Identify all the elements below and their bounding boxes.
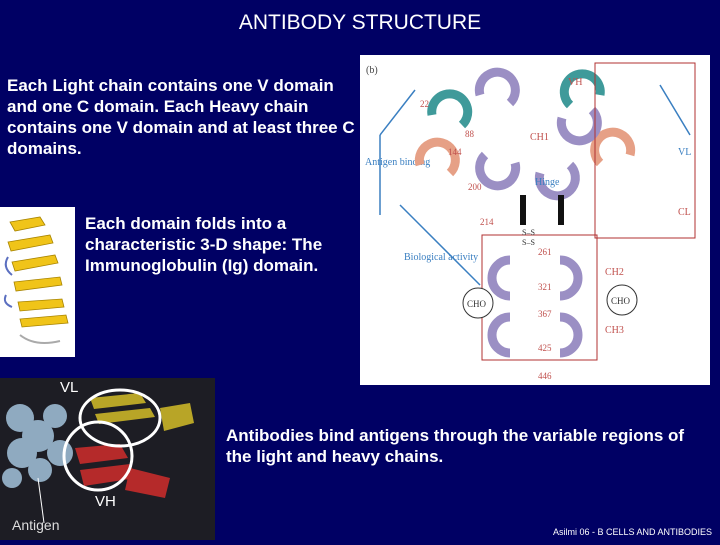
ch3-label: CH3 (605, 325, 624, 336)
vh-domain-left (479, 72, 515, 103)
ch2-right (560, 260, 578, 296)
ch1-label: CH1 (530, 132, 549, 143)
arrow-biological (400, 205, 480, 285)
vl-ribbon (90, 393, 194, 431)
ch2-label: CH2 (605, 267, 624, 278)
slide-footer: Asilmi 06 - B CELLS AND ANTIBODIES (552, 527, 712, 537)
ch1-domain-left (480, 155, 516, 186)
vh-label: VH (568, 77, 583, 88)
residue-367: 367 (538, 309, 552, 319)
cl-label: CL (678, 207, 691, 218)
hinge-right (558, 195, 564, 225)
residue-425: 425 (538, 343, 552, 353)
vl-label: VL (60, 379, 79, 396)
panel-label: (b) (366, 65, 378, 76)
antigen-sphere-6 (28, 458, 52, 482)
antigen-binding-label: Antigen binding (365, 157, 431, 168)
cho-left-label: CHO (467, 299, 487, 309)
strand-4 (14, 277, 62, 291)
ig-domain-ribbon-image (0, 207, 75, 357)
antibody-diagram-svg (360, 55, 710, 385)
vl-domain-left (432, 94, 468, 125)
cl-domain-right (595, 132, 631, 163)
loop-1 (6, 257, 12, 275)
slide-title: ANTIBODY STRUCTURE (238, 11, 482, 34)
arrow-right-up (660, 85, 690, 135)
hinge-left (520, 195, 526, 225)
residue-321: 321 (538, 282, 552, 292)
hinge-label: Hinge (535, 177, 560, 188)
antigen-sphere-7 (2, 468, 22, 488)
arrow-left-up (380, 90, 415, 135)
vh-label: VH (95, 493, 116, 510)
variable-regions-text: Antibodies bind antigens through the variable regions of the light and heavy chains. (226, 426, 685, 466)
ch3-left (492, 317, 510, 353)
disulfide-labels (522, 228, 535, 247)
residue-214: 214 (480, 217, 494, 227)
ig-domain-ribbon-svg (0, 207, 75, 357)
strand-5 (18, 299, 64, 311)
loop-2 (5, 295, 12, 307)
beta-strands (8, 217, 68, 327)
ch3-right (560, 317, 578, 353)
strand-2 (8, 235, 53, 251)
residue-446: 446 (538, 371, 552, 381)
loops (5, 257, 12, 307)
residue-144: 144 (448, 147, 462, 157)
ss-hinge-1: S–S (522, 228, 535, 237)
loop-grey (20, 335, 60, 343)
residue-200: 200 (468, 182, 482, 192)
chain-domains-text: Each Light chain contains one V domain and one C domain. Each Heavy chain contains one V domain and at least three C domains. (7, 76, 355, 158)
strand-1 (10, 217, 45, 231)
vh-domain-right (561, 110, 597, 141)
vl-label: VL (678, 147, 692, 158)
antibody-antigen-model-svg (0, 378, 215, 540)
residue-261: 261 (538, 247, 552, 257)
biological-activity-label: Biological activity (404, 252, 479, 263)
antigen-sphere-4 (43, 404, 67, 428)
antigen-sphere-5 (47, 440, 73, 466)
strand-3 (12, 255, 58, 271)
antibody-antigen-model-image (0, 378, 215, 540)
strand-6 (20, 315, 68, 327)
ss-hinge-2: S–S (522, 238, 535, 247)
cho-right-label: CHO (611, 296, 631, 306)
antigen-label: Antigen (12, 517, 60, 533)
antibody-diagram (360, 55, 710, 385)
vl-strand-3 (160, 403, 194, 431)
ig-domain-text: Each domain folds into a characteristic 3-D shape: The Immunoglobulin (Ig) domain. (85, 214, 323, 275)
ch2-left (492, 260, 510, 296)
residue-88: 88 (465, 129, 474, 139)
antigen-spheres (2, 404, 73, 488)
residue-22: 22 (420, 99, 429, 109)
vh-strand-3 (125, 468, 170, 498)
